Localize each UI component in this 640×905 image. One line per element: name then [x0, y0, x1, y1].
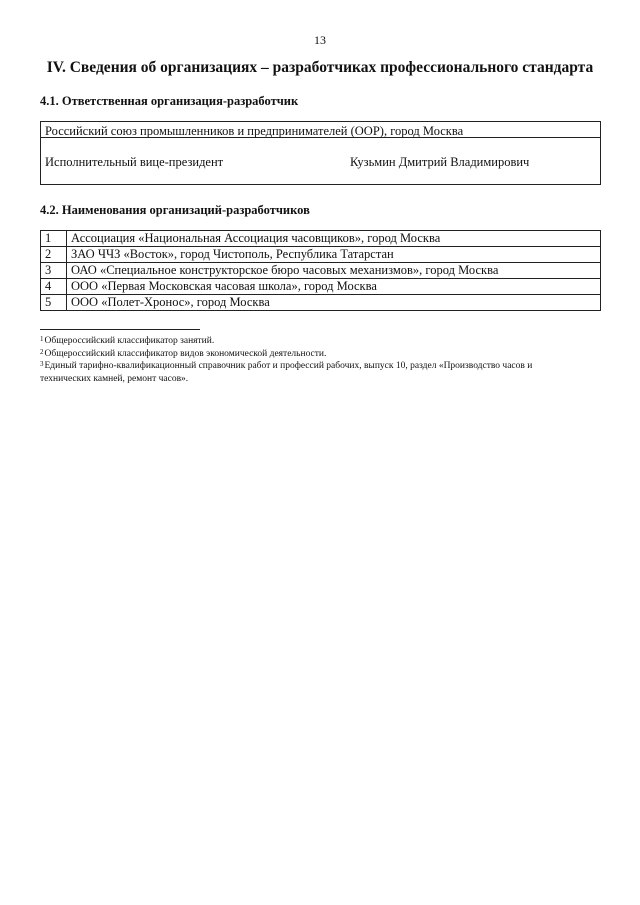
table-row: [41, 263, 601, 279]
organization-name: ООО «Первая Московская часовая школа», город Москва: [67, 279, 601, 295]
table-row: [41, 247, 601, 263]
responsible-org-name: Российский союз промышленников и предпринимателей (ООР), город Москва: [45, 124, 464, 138]
footnote-text: Общероссийский классификатор видов экономической деятельности.: [44, 348, 327, 359]
footnote-text: Единый тарифно-квалификационный справочник работ и профессий рабочих, выпуск 10, раздел «Производство часов и технических камней, ремонт часов».: [40, 361, 533, 384]
page-number: 13: [314, 33, 326, 47]
row-number: 5: [41, 295, 67, 311]
organization-name: ООО «Полет-Хронос», город Москва: [67, 295, 601, 311]
responsible-person-name: Кузьмин Дмитрий Владимирович: [350, 155, 530, 169]
responsible-org-divider: [41, 137, 600, 138]
developer-orgs-heading: 4.2. Наименования организаций-разработчиков: [40, 203, 310, 217]
table-row: [41, 295, 601, 311]
responsible-org-box: [40, 121, 601, 185]
footnote-1: [40, 335, 585, 348]
row-number: 2: [41, 247, 67, 263]
footnote-text: Общероссийский классификатор занятий.: [44, 336, 215, 346]
footnote-mark: 3: [40, 360, 44, 368]
footnote-3: [40, 360, 585, 385]
row-number: 1: [41, 231, 67, 247]
table-row: [41, 231, 601, 247]
footnote-mark: 2: [40, 347, 44, 356]
responsible-position: Исполнительный вице-президент: [45, 155, 224, 169]
row-number: 4: [41, 279, 67, 295]
footnote-2: [40, 348, 585, 361]
developer-orgs-table: [40, 230, 601, 311]
footnote-mark: 1: [40, 335, 44, 343]
organization-name: Ассоциация «Национальная Ассоциация часовщиков», город Москва: [67, 231, 601, 247]
responsible-org-heading: 4.1. Ответственная организация-разработчик: [40, 94, 299, 108]
organization-name: ОАО «Специальное конструкторское бюро часовых механизмов», город Москва: [67, 263, 601, 279]
footnotes: [40, 335, 585, 385]
organization-name: ЗАО ЧЧЗ «Восток», город Чистополь, Республика Татарстан: [67, 247, 601, 263]
row-number: 3: [41, 263, 67, 279]
footnote-separator: [40, 329, 200, 330]
table-row: [41, 279, 601, 295]
section-title: IV. Сведения об организациях – разработчиках профессионального стандарта: [46, 59, 594, 76]
